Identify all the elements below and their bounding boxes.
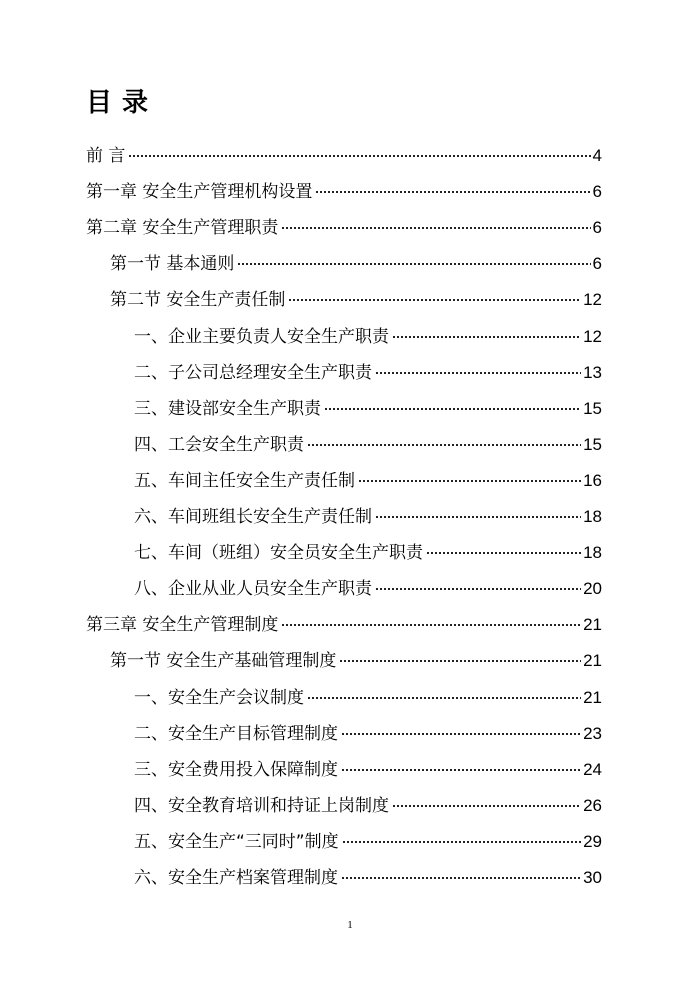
toc-dot-leader [307,424,581,450]
page-number: 1 [347,919,353,931]
toc-entry[interactable] [110,279,602,311]
toc-entry-title: 三、建设部安全生产职责 [134,398,321,419]
toc-dot-leader [281,207,590,233]
toc-entry-page-number: 16 [583,470,602,490]
toc-entry-title: 二、安全生产目标管理制度 [134,723,338,744]
toc-entry-page-number: 21 [583,687,602,707]
toc-entry-title: 第二节 安全生产责任制 [110,290,286,311]
toc-entry-page-number: 4 [592,146,602,165]
toc-dot-leader [392,785,581,811]
toc-entry[interactable] [134,532,602,564]
toc-entry[interactable] [134,713,602,744]
toc-entry-page-number: 20 [583,579,602,599]
toc-entry-title: 八、企业从业人员安全生产职责 [134,579,372,600]
toc-entry-page-number: 12 [583,326,602,346]
toc-entry[interactable] [134,388,602,419]
toc-entry[interactable] [134,785,602,816]
toc-dot-leader [341,713,581,739]
toc-entry-title: 一、企业主要负责人安全生产职责 [134,326,389,347]
toc-entry[interactable] [86,171,602,203]
toc-entry[interactable] [110,243,602,275]
toc-dot-leader [339,640,581,666]
toc-entry-page-number: 6 [592,218,602,238]
toc-entry[interactable] [86,207,602,239]
toc-entry-title: 三、安全费用投入保障制度 [134,759,338,780]
toc-entry-page-number: 29 [583,831,602,851]
toc-entry-page-number: 26 [583,795,602,815]
toc-dot-leader [358,460,581,486]
toc-entry-page-number: 18 [583,507,602,526]
toc-dot-leader [375,496,581,522]
toc-entry-title: 一、安全生产会议制度 [134,687,304,708]
toc-entry-page-number: 21 [583,615,602,635]
toc-entry-page-number: 12 [583,290,602,310]
toc-dot-leader [426,532,581,558]
toc-entry[interactable] [134,857,602,888]
toc-dot-leader [281,604,581,630]
toc-entry[interactable] [134,424,602,455]
page-title: 目录 [86,88,159,118]
toc-entry[interactable] [134,352,602,383]
toc-entry-title: 第三章 安全生产管理制度 [86,615,279,636]
toc-entry[interactable] [134,316,602,347]
toc-entry-title: 四、工会安全生产职责 [134,434,304,455]
toc-entry[interactable] [110,640,602,672]
toc-entry-page-number: 18 [583,543,602,563]
toc-dot-leader [315,171,590,197]
toc-entry[interactable] [134,749,602,780]
toc-entry-title: 第一节 安全生产基础管理制度 [110,651,337,672]
toc-entry-page-number: 24 [583,759,602,779]
toc-entry-page-number: 30 [583,868,602,887]
toc-entry-title: 二、子公司总经理安全生产职责 [134,362,372,383]
toc-entry-page-number: 23 [583,723,602,743]
toc-entry-page-number: 15 [583,398,602,418]
toc-dot-leader [342,821,581,847]
toc-entry[interactable] [134,460,602,491]
toc-entry-title: 前 言 [86,146,126,166]
toc-entry[interactable] [134,821,602,852]
toc-dot-leader [375,352,581,378]
toc-entry[interactable] [86,604,602,636]
toc-entry-title: 六、安全生产档案管理制度 [134,868,338,888]
toc-dot-leader [307,677,581,703]
toc-entry-title: 五、车间主任安全生产责任制 [134,470,355,491]
toc-dot-leader [237,243,590,269]
toc-dot-leader [288,279,581,305]
toc-dot-leader [392,316,581,342]
toc-entry[interactable] [86,135,602,166]
toc-entry-page-number: 13 [583,362,602,382]
toc-entry-page-number: 6 [592,182,602,202]
toc-entry-page-number: 21 [583,651,602,671]
toc-dot-leader [341,857,581,883]
toc-dot-leader [341,749,581,775]
toc-dot-leader [128,135,590,161]
toc-entry[interactable] [134,496,602,527]
toc-dot-leader [324,388,581,414]
toc-entry-page-number: 6 [592,254,602,274]
toc-entry-title: 六、车间班组长安全生产责任制 [134,507,372,527]
toc-entry-title: 七、车间（班组）安全员安全生产职责 [134,543,423,564]
toc-entry[interactable] [134,568,602,600]
toc-entry[interactable] [134,677,602,708]
toc-dot-leader [375,568,581,594]
toc-entry-page-number: 15 [583,434,602,454]
toc-entry-title: 第一章 安全生产管理机构设置 [86,182,313,203]
toc-entry-title: 五、安全生产“三同时”制度 [134,831,339,852]
toc-entry-title: 第一节 基本通则 [110,254,235,275]
toc-entry-title: 四、安全教育培训和持证上岗制度 [134,795,389,816]
toc-entry-title: 第二章 安全生产管理职责 [86,218,279,239]
